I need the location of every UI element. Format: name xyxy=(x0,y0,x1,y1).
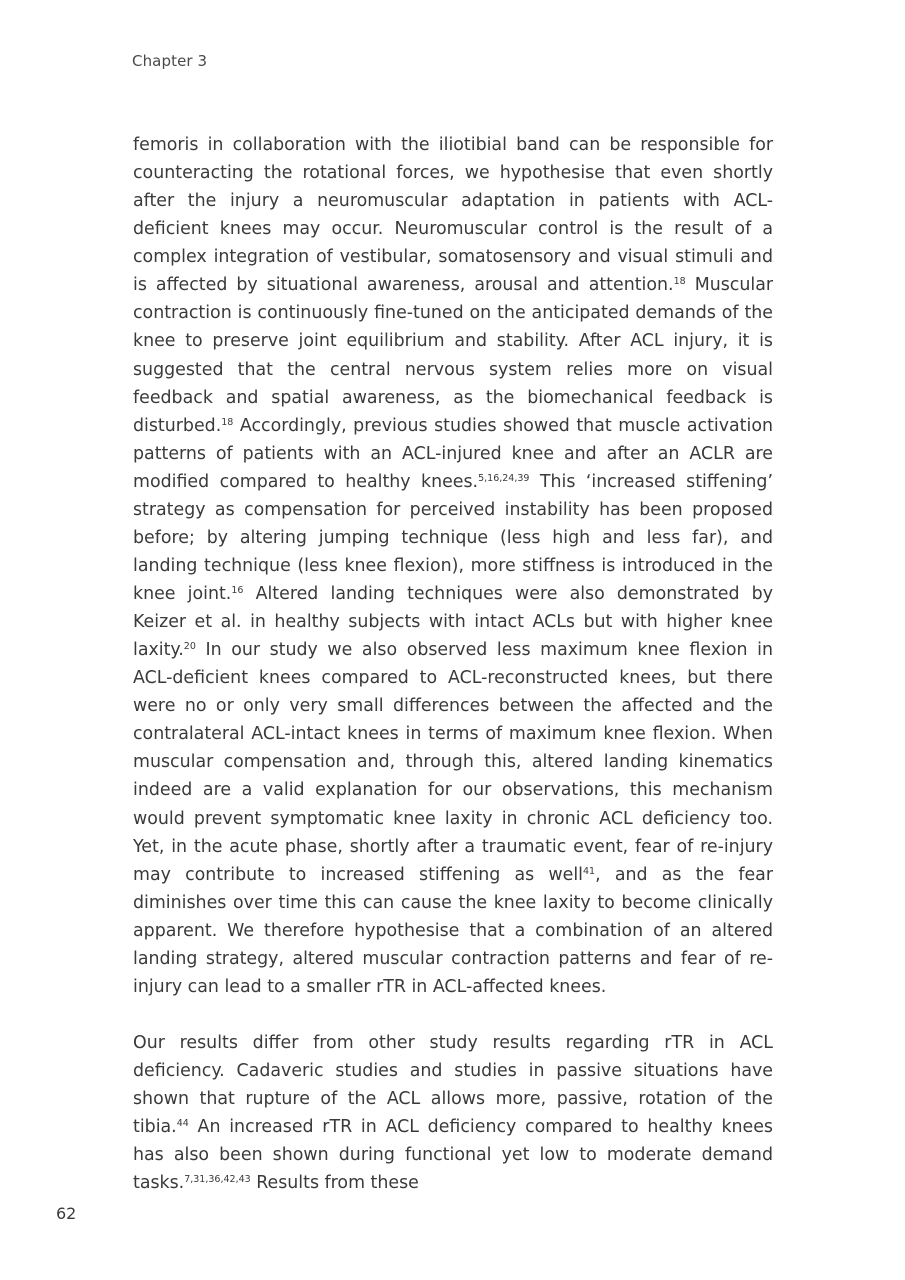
citation-superscript: 18 xyxy=(221,416,234,428)
citation-superscript: 44 xyxy=(176,1118,189,1130)
citation-superscript: 41 xyxy=(583,865,596,877)
text-run: Results from these xyxy=(250,1173,419,1194)
paragraph xyxy=(133,1029,773,1197)
citation-superscript: 5,16,24,39 xyxy=(478,472,530,484)
citation-superscript: 16 xyxy=(231,585,244,597)
page-number: 62 xyxy=(56,1204,77,1223)
text-run: , and as the fear diminishes over time this can cause the knee laxity to become clinically apparent. We therefore hypothesise that a combination of an altered landing strategy, altered muscular contraction patterns and fear of re-injury can lead to a smaller rTR in ACL-affected knees. xyxy=(133,864,773,997)
text-run: An increased rTR in ACL deficiency compared to healthy knees has also been shown during functional yet low to moderate demand tasks. xyxy=(133,1117,773,1194)
text-run: femoris in collaboration with the iliotibial band can be responsible for counteracting the rotational forces, we hypothesise that even shortly after the injury a neuromuscular adaptation in patients with ACL-deficient knees may occur. Neuromuscular control is the result of a complex integration of vestibular, somatosensory and visual stimuli and is affected by situational awareness, arousal and attention. xyxy=(133,135,773,296)
paragraph xyxy=(133,131,773,1001)
text-run: Our results differ from other study results regarding rTR in ACL deficiency. Cadaveric studies and studies in passive situations have shown that rupture of the ACL allows more, passive, rotation of the tibia. xyxy=(133,1032,773,1138)
body-text xyxy=(133,131,773,1197)
text-run: Accordingly, previous studies showed that muscle activation patterns of patients with an ACL-injured knee and after an ACLR are modified compared to healthy knees. xyxy=(133,415,773,492)
citation-superscript: 7,31,36,42,43 xyxy=(184,1174,251,1186)
text-run: Altered landing techniques were also demonstrated by Keizer et al. in healthy subjects with intact ACLs but with higher knee laxity. xyxy=(133,584,773,661)
citation-superscript: 20 xyxy=(183,641,196,653)
text-run: In our study we also observed less maximum knee flexion in ACL-deficient knees compared to ACL-reconstructed knees, but there were no or only very small differences between the affected and the contralateral ACL-intact knees in terms of maximum knee flexion. When muscular compensation and, through this, altered landing kinematics indeed are a valid explanation for our observations, this mechanism would prevent symptomatic knee laxity in chronic ACL deficiency too. Yet, in the acute phase, shortly after a traumatic event, fear of re-injury may contribute to increased stiffening as well xyxy=(133,640,773,885)
running-header: Chapter 3 xyxy=(132,52,208,70)
text-run: Muscular contraction is continuously fine-tuned on the anticipated demands of the knee to preserve joint equilibrium and stability. After ACL injury, it is suggested that the central nervous system relies more on visual feedback and spatial awareness, as the biomechanical feedback is disturbed. xyxy=(133,275,773,436)
text-run: This ‘increased stiffening’ strategy as compensation for perceived instability has been proposed before; by altering jumping technique (less high and less far), and landing technique (less knee flexion), more stiffness is introduced in the knee joint. xyxy=(133,471,773,604)
citation-superscript: 18 xyxy=(673,276,686,288)
